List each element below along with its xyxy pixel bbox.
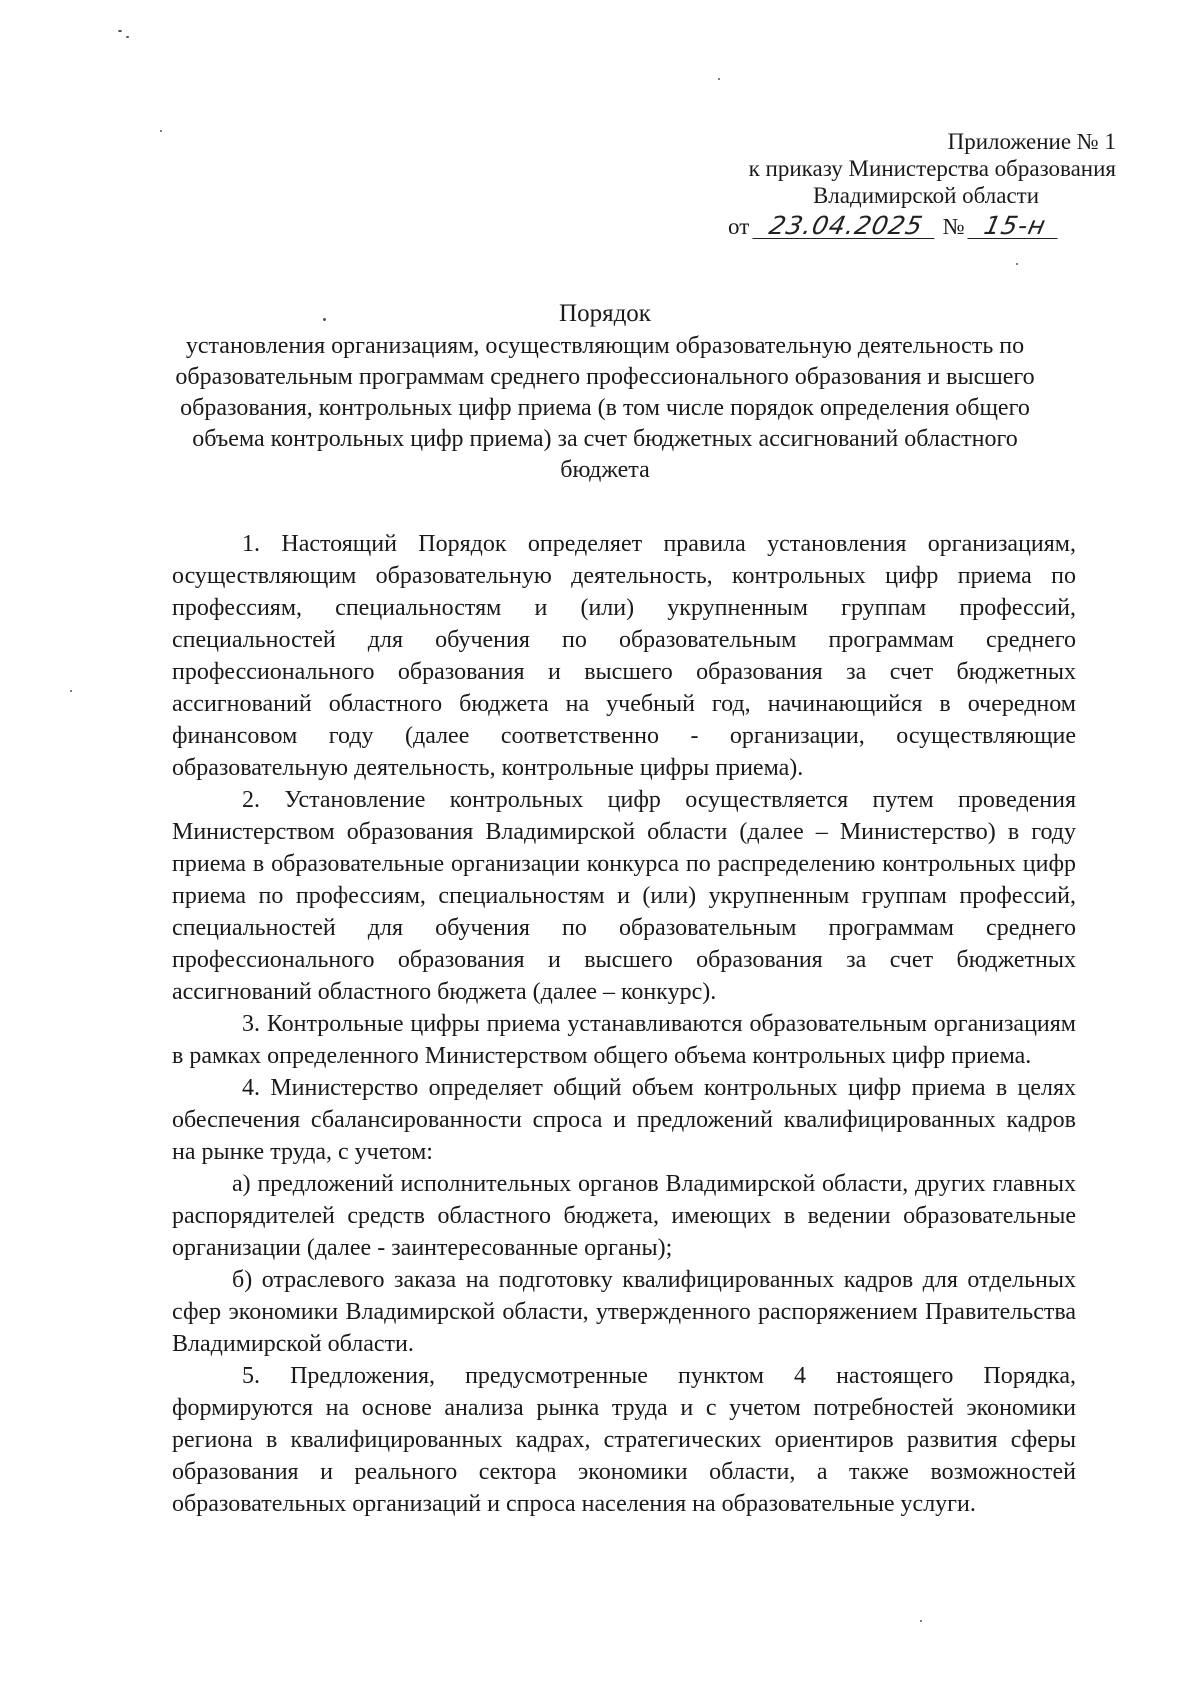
scan-speck xyxy=(718,78,720,80)
document-body xyxy=(172,528,1076,1520)
paragraph-4b: б) отраслевого заказа на подготовку квалифицированных кадров для отдельных сфер экономики Владимирской области, утвержденного распоряжением Правительства Владимирской области. xyxy=(172,1267,1076,1357)
scan-speck xyxy=(126,36,129,38)
handwritten-number: 15-н xyxy=(968,214,1063,239)
scan-speck xyxy=(920,1620,922,1622)
scan-speck xyxy=(118,30,122,32)
paragraph-5: 5. Предложения, предусмотренные пунктом 4 настоящего Порядка, формируются на основе анализа рынка труда и с учетом потребностей экономики региона в квалифицированных кадрах, стратегических ориентиров развития сферы образования и реального сектора экономики области, а также возможностей образовательных организаций и спроса населения на образовательные услуги. xyxy=(172,1363,1076,1517)
title-subtitle: установления организациям, осуществляющим образовательную деятельность по образовательным программам среднего профессионального образования и высшего образования, контрольных цифр приема (в том числе порядок определения общего объема контрольных цифр приема) за счет бюджетных ассигнований областного бюджета xyxy=(175,333,1035,483)
handwritten-date: 23.04.2025 xyxy=(752,214,939,239)
title-heading: Порядок xyxy=(559,300,651,327)
annex-region: Владимирской области xyxy=(812,183,1040,208)
scan-speck xyxy=(1016,263,1018,265)
annex-header xyxy=(696,128,1116,240)
date-prefix: от xyxy=(728,214,750,239)
annex-number: Приложение № 1 xyxy=(947,129,1116,154)
paragraph-4a: а) предложений исполнительных органов Владимирской области, других главных распорядителей средств областного бюджета, имеющих в ведении образовательные организации (далее - заинтересованные органы); xyxy=(172,1171,1076,1261)
number-prefix: № xyxy=(942,214,965,239)
annex-date-line xyxy=(696,213,1116,240)
scan-speck xyxy=(70,690,72,692)
paragraph-3: 3. Контрольные цифры приема устанавливаются образовательным организациям в рамках определенного Министерством общего объема контрольных цифр приема. xyxy=(172,1011,1076,1069)
scan-speck xyxy=(160,130,162,132)
paragraph-1: 1. Настоящий Порядок определяет правила установления организациям, осуществляющим образовательную деятельность, контрольных цифр приема по профессиям, специальностям и (или) укрупненным группам профессий, специальностей для обучения по образовательным программам среднего профессионального образования и высшего образования за счет бюджетных ассигнований областного бюджета на учебный год, начинающийся в очередном финансовом году (далее соответственно - организации, осуществляющие образовательную деятельность, контрольные цифры приема). xyxy=(172,531,1076,781)
document-title xyxy=(150,298,1060,486)
annex-order-ref: к приказу Министерства образования xyxy=(748,156,1116,181)
paragraph-4: 4. Министерство определяет общий объем контрольных цифр приема в целях обеспечения сбалансированности спроса и предложений квалифицированных кадров на рынке труда, с учетом: xyxy=(172,1075,1076,1165)
paragraph-2: 2. Установление контрольных цифр осуществляется путем проведения Министерством образования Владимирской области (далее – Министерство) в году приема в образовательные организации конкурса по распределению контрольных цифр приема по профессиям, специальностям и (или) укрупненным группам профессий, специальностей для обучения по образовательным программам среднего профессионального образования и высшего образования за счет бюджетных ассигнований областного бюджета (далее – конкурс). xyxy=(172,787,1076,1005)
